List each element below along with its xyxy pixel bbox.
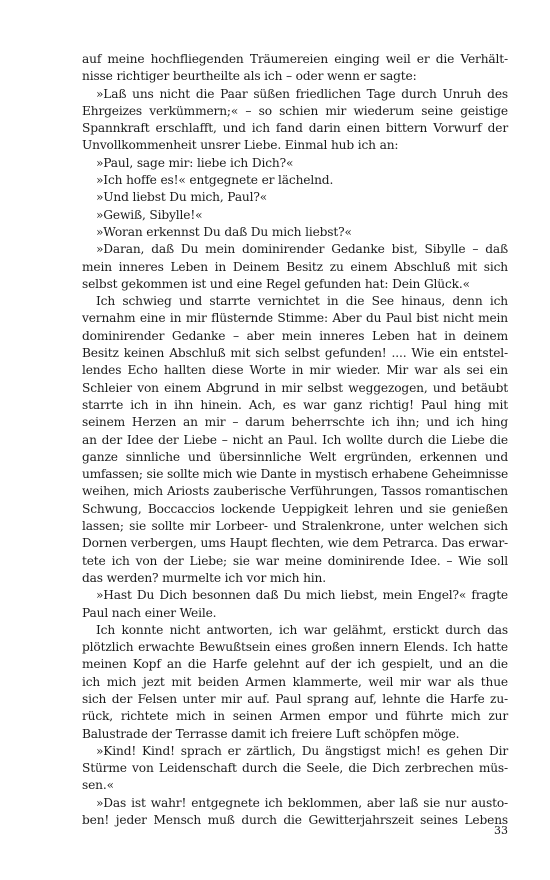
text-line: »Woran erkennst Du daß Du mich liebst?« [96, 224, 352, 239]
text-line: tete ich von der Liebe; sie war meine dominirende Idee. – Wie soll [82, 553, 508, 568]
text-line: ich mich jezt mit beiden Armen klammerte, weil mir war als thue [82, 674, 508, 689]
text-line: lassen; sie sollte mir Lorbeer- und Stralenkrone, unter welchen sich [82, 519, 508, 534]
text-line: starrte ich in ihn hinein. Ach, es war ganz richtig! Paul hing mit [82, 397, 508, 412]
text-line: Paul nach einer Weile. [82, 605, 217, 620]
text-line: vernahm eine in mir flüsternde Stimme: Aber du Paul bist nicht mein [82, 311, 508, 326]
text-line: umfassen; sie sollte mich wie Dante in mystisch erhabene Geheimnisse [82, 467, 508, 482]
text-line: »Ich hoffe es!« entgegnete er lächelnd. [96, 173, 334, 188]
text-line: nisse richtiger beurtheilte als ich – oder wenn er sagte: [82, 69, 417, 84]
text-line: Ehrgeizes verkümmern;« – so schien mir wiederum seine geistige [82, 103, 508, 118]
text-line: Ich konnte nicht antworten, ich war gelähmt, erstickt durch das [96, 622, 508, 637]
text-line: ganze sinnliche und übersinnliche Welt ergründen, erkennen und [82, 449, 508, 464]
text-line: »Daran, daß Du mein dominirender Gedanke bist, Sibylle – daß [96, 242, 508, 257]
text-line: lendes Echo hallten diese Worte in mir wieder. Mir war als sei ein [82, 363, 508, 378]
text-line: rück, richtete mich in seinen Armen empor und führte mich zur [82, 709, 508, 724]
text-line: Stürme von Leidenschaft durch die Seele, die Dich zerbrechen müs- [82, 761, 508, 776]
body-text [82, 51, 508, 829]
text-line: »Und liebst Du mich, Paul?« [96, 190, 268, 205]
text-line: Schleier von einem Abgrund in mir selbst weggezogen, und betäubt [82, 380, 508, 395]
text-line: »Das ist wahr! entgegnete ich beklommen, aber laß sie nur austo- [96, 795, 508, 810]
text-line: das werden? murmelte ich vor mich hin. [82, 570, 326, 585]
text-line: »Kind! Kind! sprach er zärtlich, Du ängstigst mich! es gehen Dir [96, 743, 508, 758]
text-line: an der Idee der Liebe – nicht an Paul. Ich wollte durch die Liebe die [82, 432, 508, 447]
text-line: sich der Felsen unter mir auf. Paul sprang auf, lehnte die Harfe zu- [82, 691, 508, 706]
text-line: seinem Herzen an mir – darum beherrschte ich ihn; und ich hing [82, 415, 508, 430]
text-line: Balustrade der Terrasse damit ich freiere Luft schöpfen möge. [82, 726, 460, 741]
text-line: ben! jeder Mensch muß durch die Gewitterjahrszeit seines Lebens [82, 813, 508, 828]
text-line: »Hast Du Dich besonnen daß Du mich liebst, mein Engel?« fragte [96, 588, 508, 603]
text-line: Dornen verbergen, ums Haupt flechten, wie dem Petrarca. Das erwar- [82, 536, 508, 551]
text-line: dominirender Gedanke – aber mein inneres Leben hat in deinem [82, 328, 508, 343]
text-line: »Paul, sage mir: liebe ich Dich?« [96, 155, 294, 170]
text-line: »Laß uns nicht die Paar süßen friedlichen Tage durch Unruh des [96, 86, 508, 101]
text-line: »Gewiß, Sibylle!« [96, 207, 203, 222]
text-line: Spannkraft erschlafft, und ich fand darin einen bittern Vorwurf der [82, 121, 508, 136]
text-line: auf meine hochfliegenden Träumereien einging weil er die Verhält- [82, 52, 508, 66]
text-line: Ich schwieg und starrte vernichtet in die See hinaus, denn ich [96, 294, 508, 309]
page-number: 33 [494, 824, 508, 837]
text-line: plötzlich erwachte Bewußtsein eines großen innern Elends. Ich hatte [82, 640, 508, 655]
text-line: Besitz keinen Abschluß mit sich selbst gefunden! .... Wie ein entstel- [82, 346, 508, 361]
text-line: Schwung, Boccaccios lockende Ueppigkeit lehren und sie genießen [82, 501, 508, 516]
text-line: sen.« [82, 778, 114, 793]
text-line: mein inneres Leben in Deinem Besitz zu einem Abschluß mit sich [82, 259, 508, 274]
text-line: meinen Kopf an die Harfe gelehnt auf der ich gespielt, und an die [82, 657, 508, 672]
text-line: Unvollkommenheit unsrer Liebe. Einmal hub ich an: [82, 138, 399, 153]
text-line: selbst gekommen ist und eine Regel gefunden hat: Dein Glück.« [82, 276, 470, 291]
text-line: weihen, mich Ariosts zauberische Verführungen, Tassos romantischen [82, 484, 508, 499]
